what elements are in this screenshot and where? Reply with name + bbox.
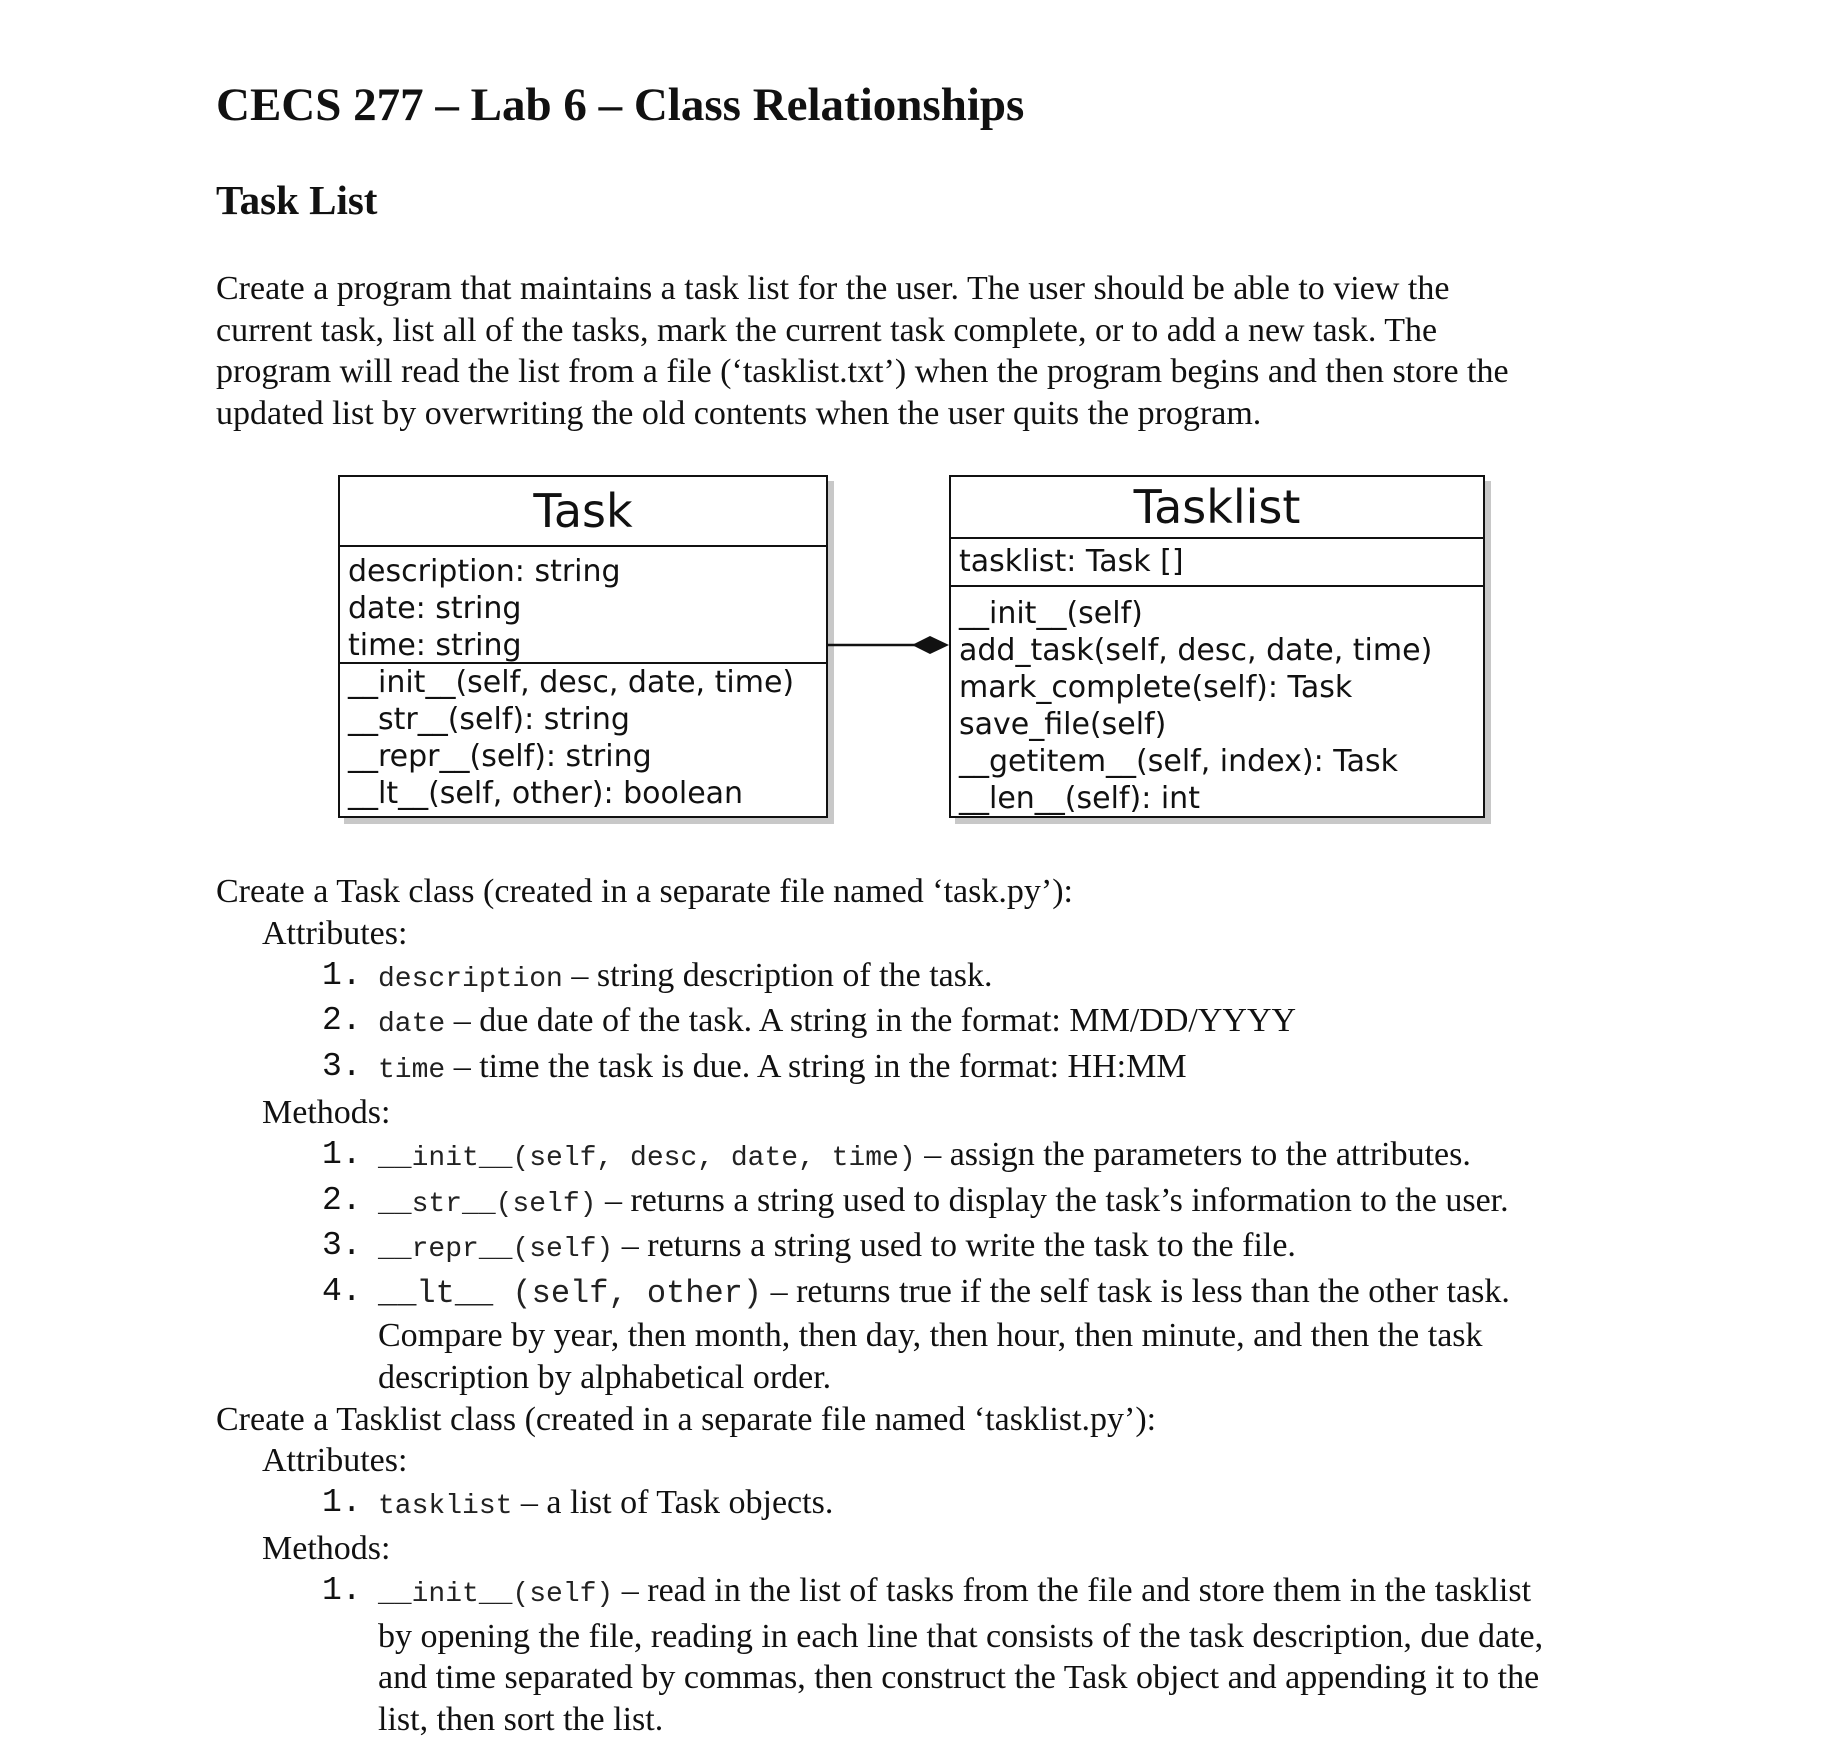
- uml-class-name: Tasklist: [951, 477, 1483, 539]
- uml-method: __len__(self): int: [959, 781, 1200, 816]
- item-code: time: [378, 1055, 446, 1087]
- item-code: description: [378, 963, 563, 995]
- item-code: __init__(self): [378, 1578, 614, 1610]
- list-item: [216, 1225, 1636, 1271]
- uml-method: add_task(self, desc, date, time): [959, 633, 1433, 668]
- uml-method: __lt__(self, other): boolean: [348, 776, 744, 811]
- task-class-section: [216, 871, 1636, 1741]
- intro-line: program will read the list from a file (‘tasklist.txt’) when the program begins and then store the: [216, 353, 1509, 390]
- item-code: __init__(self, desc, date, time): [378, 1142, 916, 1174]
- list-item: [216, 1271, 1636, 1398]
- item-continuation: list, then sort the list.: [378, 1701, 664, 1739]
- page-title: CECS 277 – Lab 6 – Class Relationships: [216, 79, 1025, 131]
- attributes-label: Attributes:: [262, 914, 408, 952]
- task-class-heading: Create a Task class (created in a separate file named ‘task.py’):: [216, 873, 1073, 910]
- uml-method: mark_complete(self): Task: [959, 670, 1353, 705]
- uml-class-tasklist: [949, 475, 1485, 818]
- list-item: [216, 1482, 1636, 1528]
- item-continuation: by opening the file, reading in each line that consists of the task description, due date,: [378, 1617, 1544, 1655]
- list-item: [216, 955, 1636, 1001]
- item-continuation: Compare by year, then month, then day, then hour, then minute, and then the task: [378, 1316, 1483, 1354]
- item-number: 1.: [322, 1484, 362, 1522]
- intro-line: Create a program that maintains a task list for the user. The user should be able to view the: [216, 270, 1450, 307]
- item-number: 2.: [322, 1181, 362, 1219]
- attributes-label: Attributes:: [262, 1442, 408, 1480]
- item-text: – assign the parameters to the attributes.: [915, 1135, 1471, 1173]
- uml-method: __init__(self, desc, date, time): [348, 665, 795, 700]
- composition-diamond-icon: [912, 636, 949, 654]
- uml-class-name: Task: [340, 477, 826, 547]
- item-text: – time the task is due. A string in the format: HH:MM: [445, 1048, 1187, 1086]
- item-text: – due date of the task. A string in the format: MM/DD/YYYY: [445, 1002, 1297, 1040]
- methods-label: Methods:: [262, 1093, 391, 1131]
- item-continuation: and time separated by commas, then construct the Task object and appending it to the: [378, 1659, 1540, 1697]
- item-number: 1.: [322, 956, 362, 994]
- methods-label: Methods:: [262, 1529, 391, 1567]
- uml-class-task: [338, 475, 828, 818]
- uml-method: __getitem__(self, index): Task: [959, 744, 1398, 779]
- uml-attribute: description: string: [348, 554, 621, 589]
- uml-method: __repr__(self): string: [348, 739, 652, 774]
- uml-attribute: time: string: [348, 628, 522, 663]
- item-code: date: [378, 1009, 446, 1041]
- item-text: – string description of the task.: [562, 956, 993, 994]
- item-text: – returns a string used to write the task to the file.: [613, 1227, 1296, 1265]
- list-item: [216, 1000, 1636, 1046]
- item-text: – read in the list of tasks from the file and store them in the tasklist: [613, 1571, 1532, 1609]
- item-number: 1.: [322, 1571, 362, 1609]
- list-item: [216, 1046, 1636, 1092]
- uml-attributes: [951, 539, 1483, 587]
- uml-attribute: tasklist: Task []: [959, 544, 1184, 579]
- intro-line: current task, list all of the tasks, mark the current task complete, or to add a new task. The: [216, 311, 1438, 349]
- uml-method: __init__(self): [959, 596, 1143, 631]
- uml-method: save_file(self): [959, 707, 1167, 742]
- uml-attribute: date: string: [348, 591, 522, 626]
- item-continuation: description by alphabetical order.: [378, 1358, 832, 1396]
- intro-paragraph: [216, 268, 1636, 434]
- item-text: – returns a string used to display the task’s information to the user.: [596, 1181, 1509, 1219]
- item-number: 1.: [322, 1135, 362, 1173]
- list-item: [216, 1180, 1636, 1226]
- uml-attributes: [340, 547, 826, 664]
- item-text: – returns true if the self task is less than the other task.: [762, 1273, 1510, 1311]
- item-code: __lt__ (self, other): [378, 1275, 763, 1313]
- item-number: 2.: [322, 1002, 362, 1040]
- item-number: 3.: [322, 1048, 362, 1086]
- list-item: [216, 1570, 1636, 1741]
- intro-line: updated list by overwriting the old contents when the user quits the program.: [216, 394, 1262, 432]
- section-heading: Task List: [216, 177, 378, 223]
- item-code: __str__(self): [378, 1188, 597, 1220]
- item-code: tasklist: [378, 1491, 513, 1523]
- uml-methods: [951, 587, 1483, 819]
- list-item: [216, 1134, 1636, 1180]
- tasklist-class-heading: Create a Tasklist class (created in a separate file named ‘tasklist.py’):: [216, 1400, 1157, 1438]
- composition-connector: [828, 625, 949, 665]
- item-number: 3.: [322, 1227, 362, 1265]
- uml-method: __str__(self): string: [348, 702, 630, 737]
- uml-methods: [340, 664, 826, 814]
- item-code: __repr__(self): [378, 1234, 614, 1266]
- item-text: – a list of Task objects.: [512, 1484, 834, 1522]
- item-number: 4.: [322, 1273, 362, 1311]
